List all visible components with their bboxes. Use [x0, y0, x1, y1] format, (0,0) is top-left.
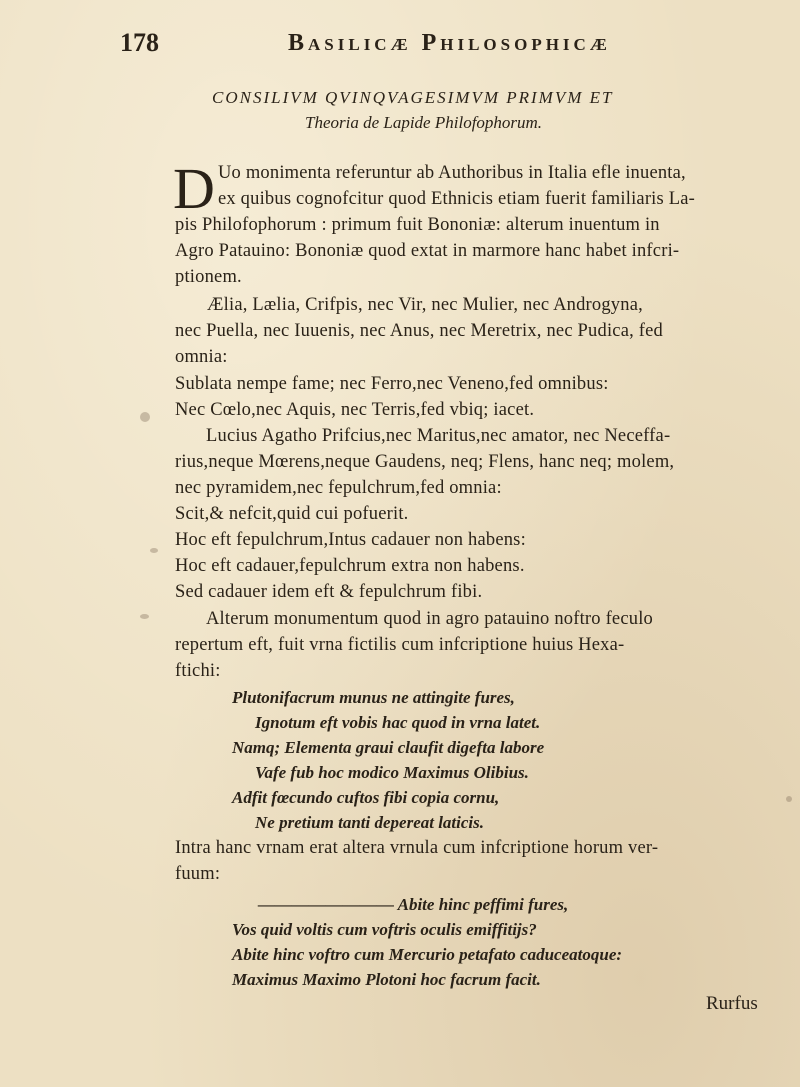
ink-spot — [140, 614, 149, 619]
catchword: Rurfus — [706, 993, 758, 1014]
body-line: Lucius Agatho Prifcius,nec Maritus,nec amator, nec Neceffa- — [206, 426, 671, 446]
verse-line: Adfit fœcundo cuftos fibi copia cornu, — [232, 788, 500, 807]
body-line: ex quibus cognofcitur quod Ethnicis etiam fuerit familiaris La- — [218, 189, 696, 209]
body-line: Scit,& nefcit,quid cui pofuerit. — [175, 504, 409, 524]
verse-line: Vafe fub hoc modico Maximus Olibius. — [255, 763, 529, 782]
body-line: Hoc eft cadauer,fepulchrum extra non habens. — [175, 556, 525, 576]
chapter-title: CONSILIVM QVINQVAGESIMVM PRIMVM ET — [212, 88, 614, 107]
running-head: Basilicæ Philosophicæ — [288, 30, 611, 56]
body-line: nec Puella, nec Iuuenis, nec Anus, nec Meretrix, nec Pudica, fed — [175, 321, 663, 341]
body-line: ptionem. — [175, 267, 242, 287]
verse-line: Maximus Maximo Plotoni hoc facrum facit. — [232, 970, 541, 989]
body-line: Sublata nempe fame; nec Ferro,nec Veneno,fed omnibus: — [175, 374, 609, 394]
verse-line: ———————— Abite hinc peffimi fures, — [258, 895, 569, 914]
verse-line: Ne pretium tanti depereat laticis. — [255, 813, 485, 832]
body-line: repertum eft, fuit vrna fictilis cum infcriptione huius Hexa- — [175, 635, 625, 655]
body-line: ftichi: — [175, 661, 221, 681]
body-line: fuum: — [175, 864, 221, 884]
body-line: pis Philofophorum : primum fuit Bononiæ: alterum inuentum in — [175, 215, 660, 235]
body-line: Ælia, Lælia, Crifpis, nec Vir, nec Mulier, nec Androgyna, — [207, 295, 643, 315]
body-line: Agro Patauino: Bononiæ quod extat in marmore hanc habet infcri- — [175, 241, 680, 261]
verse-line: Plutonifacrum munus ne attingite fures, — [232, 688, 515, 707]
page-number: 178 — [120, 28, 159, 57]
drop-cap: D — [173, 156, 215, 221]
body-line: nec pyramidem,nec fepulchrum,fed omnia: — [175, 478, 502, 498]
body-line: Alterum monumentum quod in agro patauino noftro feculo — [206, 609, 653, 629]
ink-spot — [140, 412, 150, 422]
body-line: Uo monimenta referuntur ab Authoribus in Italia efle inuenta, — [218, 163, 686, 183]
body-line: Nec Cœlo,nec Aquis, nec Terris,fed vbiq; iacet. — [175, 400, 535, 420]
body-line: Intra hanc vrnam erat altera vrnula cum infcriptione horum ver- — [175, 838, 659, 858]
ink-spot — [150, 548, 158, 553]
verse-line: Ignotum eft vobis hac quod in vrna latet. — [255, 713, 541, 732]
body-line: Hoc eft fepulchrum,Intus cadauer non habens: — [175, 530, 526, 550]
verse-line: Namq; Elementa graui claufit digefta labore — [232, 738, 545, 757]
verse-line: Abite hinc voftro cum Mercurio petafato caduceatoque: — [232, 945, 623, 964]
ink-spot — [786, 796, 792, 802]
body-line: omnia: — [175, 347, 228, 367]
body-line: Sed cadauer idem eft & fepulchrum fibi. — [175, 582, 483, 602]
chapter-subtitle: Theoria de Lapide Philofophorum. — [305, 113, 543, 132]
body-line: rius,neque Mœrens,neque Gaudens, neq; Flens, hanc neq; molem, — [175, 452, 675, 472]
verse-line: Vos quid voltis cum voftris oculis emiffitijs? — [232, 920, 537, 939]
